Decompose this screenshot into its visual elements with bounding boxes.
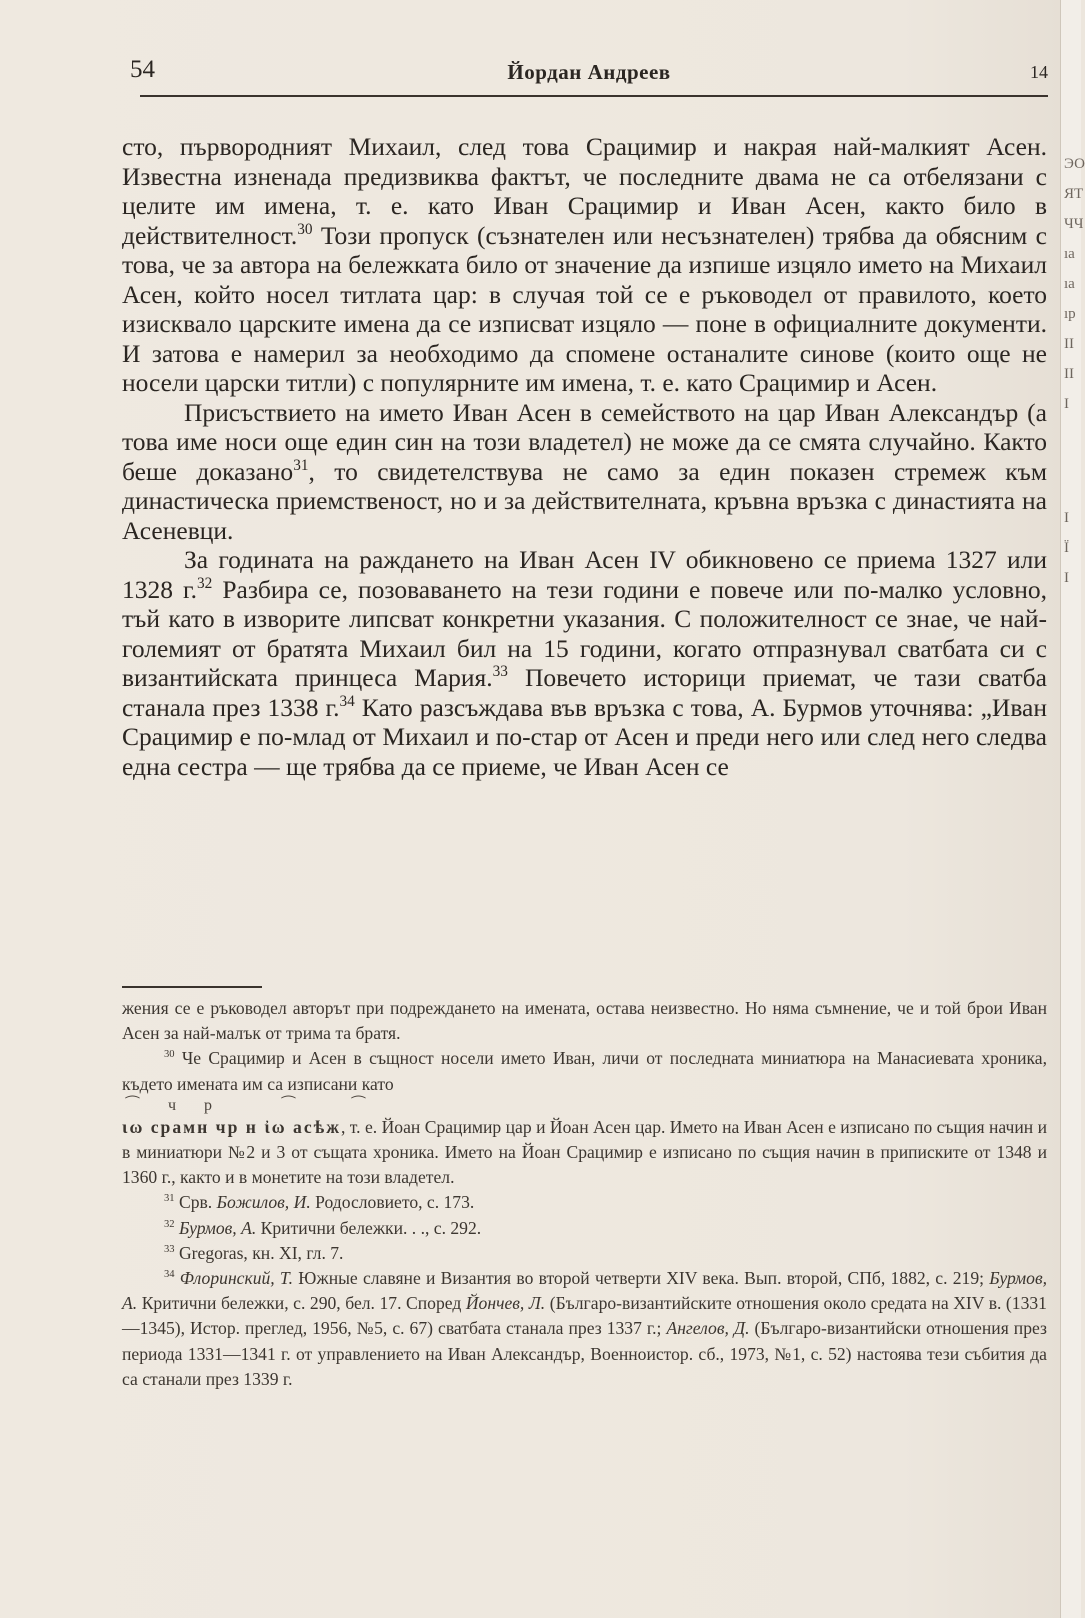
footnote-ref-32: 32 — [197, 574, 213, 592]
page-header — [130, 56, 1048, 92]
old-slavonic-names: ιω срамн чр н ἰω асѣж — [122, 1116, 341, 1137]
footnote-ref-31: 31 — [293, 456, 309, 474]
footnote-30-continued: ιω срамн чр н ἰω асѣж, т. е. Йоан Срацимир цар и Йоан Асен цар. Името на Иван Асен е изписано по същия начин и в миниатюри №2 и 3 от същата хроника. Името на Йоан Срацимир е изписано по същия начин в приписките от 1348 и 1360 г., както и в монетите на този владетел. — [122, 1116, 1047, 1188]
footnotes — [122, 996, 1047, 1392]
header-rule — [140, 95, 1048, 97]
footnote-30: $^{30}$ Че Срацимир и Асен в същност носели името Иван, личи от последната миниатюра на Манасиевата хроника, където имената им са изписани като — [122, 1048, 1047, 1094]
page-number: 54 — [130, 56, 155, 83]
titlo-marks: ⁀ ч р ⁀ ⁀ — [126, 1096, 365, 1114]
footnote-31: $^{31}$ Срв. Божилов, И. Родословието, с. 173. — [164, 1192, 475, 1213]
footnote-continuation: жения се е ръководел авторът при подреждането на имената, остава неизвестно. Но няма съмнение, че и той брои Иван Асен за най-малък от трима та братя. — [122, 998, 1047, 1044]
footnote-ref-30: 30 — [297, 220, 313, 238]
adjacent-page-edge: ЭО ЯТ ЧЧ ıа ıа ıр ІІ ІІ І І Ї І — [1060, 0, 1081, 1618]
main-text — [122, 132, 1047, 781]
footnote-ref-34: 34 — [339, 692, 355, 710]
footnote-ref-33: 33 — [492, 663, 508, 681]
paragraph-2: Присъствието на името Иван Асен в семейството на цар Иван Александър (а това име носи още един син на този владетел) не може да се смята случайно. Както беше доказано$^{31}$, то свидетелствува не само за един показен стремеж към династическа приемственост, но и за действителната, кръвна връзка с династията на Асеневци. — [122, 397, 1048, 545]
paragraph-3: За годината на раждането на Иван Асен IV обикновено се приема 1327 или 1328 г.$^{32}$ Разбира се, позоваването на тези години е повече или по-малко условно, тъй като в изворите липсват конкретни указания. С положителност се знае, че най-големият от братята Михаил бил на 15 години, когато отпразнувал сватбата си с византийската принцеса Мария.$^{33}$ Повечето историци приемат, че тази сватба станала през 1338 г.$^{34}$ Като разсъждава във връзка с това, А. Бурмов уточнява: „Иван Срацимир е по-млад от Михаил и по-стар от Асен и преди него или след него следва една сестра — ще трябва да се приеме, че Иван Асен се — [122, 545, 1047, 781]
footnote-33: $^{33}$ Gregoras, кн. XI, гл. 7. — [164, 1242, 344, 1263]
paragraph-1: сто, първородният Михаил, след това Срацимир и накрая най-малкият Асен. Известна изненада предизвиква фактът, че последните двама не са отбелязани с целите им имена, т. е. като Иван Срацимир и Иван Асен, както било в действителност.$^{30}$ Този пропуск (съзнателен или несъзнателен) трябва да обясним с това, че за автора на бележката било от значение да изпише изцяло името на Михаил Асен, който носел титлата цар: в случая той се е ръководел от правилото, което изисквало царските имена да се изписват изцяло — поне в официалните документи. И затова е намерил за необходимо да спомене останалите синове (които още не носели царски титли) с популярните им имена, т. е. като Срацимир и Асен. — [122, 132, 1047, 397]
footnote-rule — [122, 986, 262, 988]
next-page-number: 14 — [1030, 62, 1048, 82]
footnote-32: $^{32}$ Бурмов, А. Критични бележки. . ., с. 292. — [164, 1217, 482, 1238]
running-title: Йордан Андреев — [507, 60, 671, 84]
footnote-34: $^{34}$ Флоринский, Т. Южные славяне и Византия во второй четверти XIV века. Вып. второй, СПб, 1882, с. 219; Бурмов, А. Критични бележки, с. 290, бел. 17. Според Йончев, Л. (Българо-византийските отношения около средата на XIV в. (1331—1345), Истор. преглед, 1956, №5, с. 67) сватбата станала през 1337 г.; Ангелов, Д. (Българо-византийски отношения през периода 1331—1341 г. от управлението на Иван Александър, Военноистор. сб., 1973, №1, с. 52) настоява тези събития да са станали през 1339 г. — [122, 1268, 1047, 1389]
